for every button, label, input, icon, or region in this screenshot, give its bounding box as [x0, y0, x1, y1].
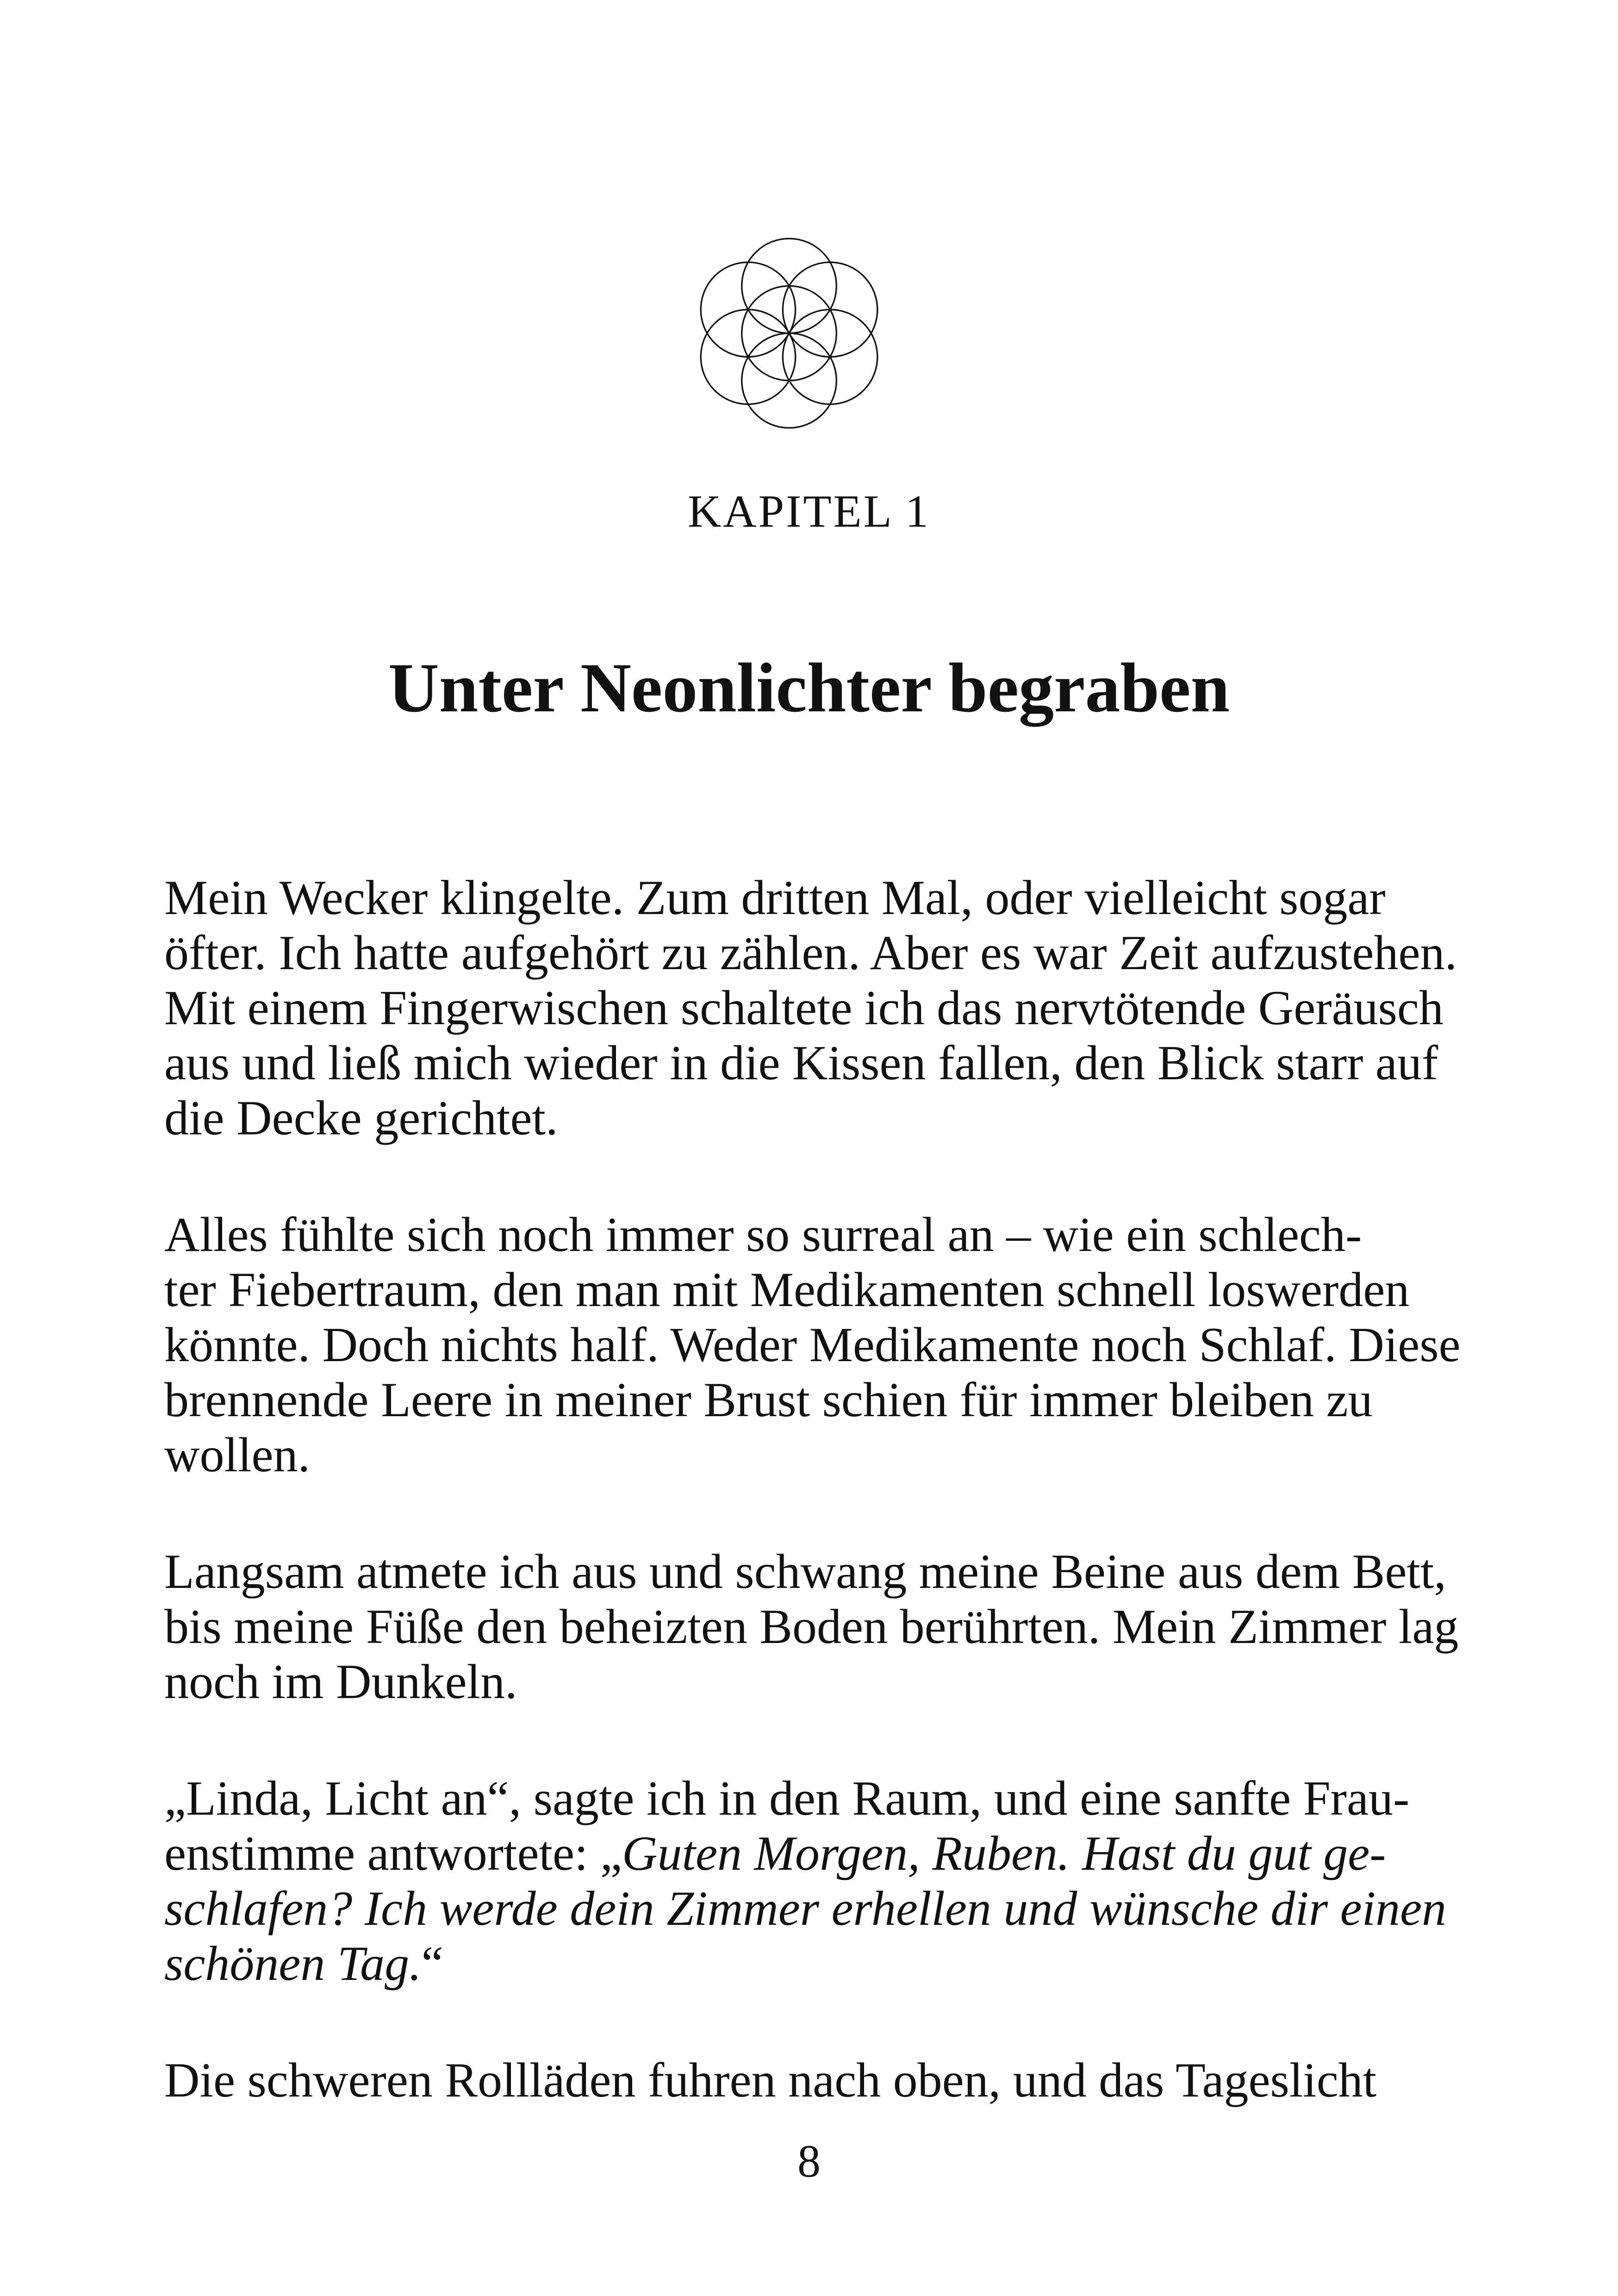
- narration-text: „Linda, Licht an“, sagte ich in den Raum, und eine sanfte Frau-: [164, 1771, 1410, 1825]
- text-line: Die schweren Rollläden fuhren nach oben, und das Tageslicht: [164, 2053, 1377, 2107]
- text-line: brennende Leere in meiner Brust schien für immer bleiben zu: [164, 1373, 1373, 1427]
- text-line: [164, 1936, 1460, 1991]
- dialogue-paragraph: [164, 1771, 1460, 1991]
- text-line: ter Fiebertraum, den man mit Medikamenten schnell loswerden: [164, 1263, 1410, 1317]
- text-line: Alles fühlte sich noch immer so surreal an – wie ein schlech-: [164, 1207, 1362, 1262]
- text-line: die Decke gerichtet.: [164, 1091, 558, 1145]
- closing-quote: “: [421, 1936, 443, 1991]
- text-line: noch im Dunkeln.: [164, 1655, 517, 1709]
- body-text: [164, 870, 1460, 2169]
- text-line: Mein Wecker klingelte. Zum dritten Mal, oder vielleicht sogar: [164, 871, 1386, 925]
- flower-of-life-icon: [685, 229, 893, 437]
- text-line: [164, 1826, 1460, 1881]
- text-line: wollen.: [164, 1428, 310, 1482]
- paragraph: [164, 1207, 1460, 1482]
- text-line: Mit einem Fingerwischen schaltete ich das nervtötende Geräusch: [164, 981, 1444, 1035]
- assistant-speech: Guten Morgen, Ruben. Hast du gut ge-: [622, 1826, 1386, 1880]
- text-line: [164, 1881, 1460, 1936]
- chapter-title: Unter Neonlichter begraben: [388, 649, 1230, 727]
- narration-text: enstimme antwortete: „: [164, 1826, 622, 1880]
- page-number: 8: [797, 2135, 821, 2187]
- assistant-speech: schlafen? Ich werde dein Zimmer erhellen und wünsche dir einen: [164, 1881, 1447, 1935]
- paragraph: [164, 870, 1460, 1145]
- chapter-label: KAPITEL 1: [688, 485, 930, 537]
- text-line: bis meine Füße den beheizten Boden berührten. Mein Zimmer lag: [164, 1599, 1459, 1654]
- text-line: könnte. Doch nichts half. Weder Medikamente noch Schlaf. Diese: [164, 1318, 1461, 1372]
- assistant-speech: schönen Tag.: [164, 1936, 422, 1991]
- paragraph: [164, 2053, 1460, 2108]
- text-line: öfter. Ich hatte aufgehört zu zählen. Aber es war Zeit aufzustehen.: [164, 926, 1457, 980]
- text-line: aus und ließ mich wieder in die Kissen fallen, den Blick starr auf: [164, 1036, 1438, 1090]
- text-line: Langsam atmete ich aus und schwang meine Beine aus dem Bett,: [164, 1544, 1446, 1599]
- text-line: [164, 1771, 1460, 1826]
- paragraph: [164, 1544, 1460, 1709]
